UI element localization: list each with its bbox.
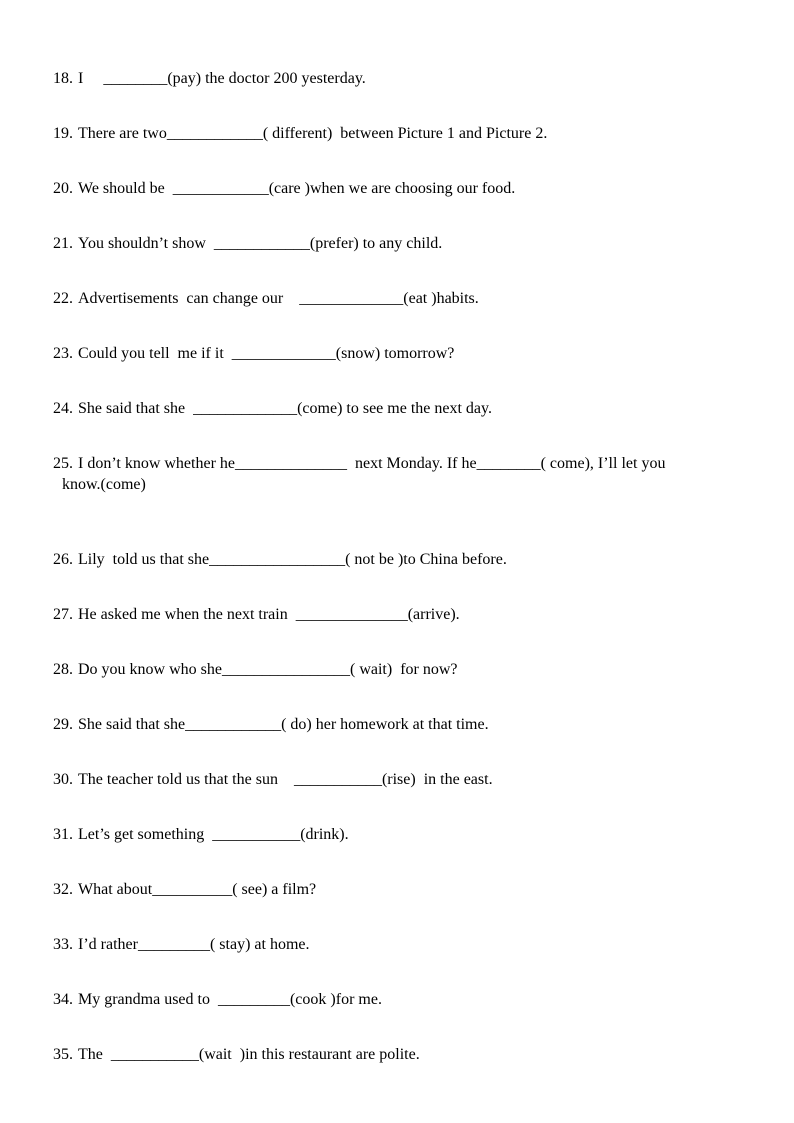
question-text: I don’t know whether he______________ next Monday. If he________( come), I’ll let you (78, 455, 666, 472)
question-number: 28. (53, 661, 73, 678)
question-text: I’d rather_________( stay) at home. (78, 936, 310, 953)
question-22 (37, 269, 759, 329)
question-19 (37, 104, 759, 164)
question-25 (37, 434, 759, 514)
question-text: Lily told us that she_________________( not be )to China before. (78, 551, 507, 568)
question-31 (37, 805, 759, 865)
question-number: 23. (53, 345, 73, 362)
question-text-continued: know.(come) (62, 476, 146, 493)
question-30 (37, 750, 759, 810)
question-20 (37, 159, 759, 219)
question-23 (37, 324, 759, 384)
question-number: 34. (53, 991, 73, 1008)
question-text: My grandma used to _________(cook )for me. (78, 991, 382, 1008)
question-text: The teacher told us that the sun ___________(rise) in the east. (78, 771, 493, 788)
question-24 (37, 379, 759, 439)
question-number: 26. (53, 551, 73, 568)
question-text: There are two____________( different) between Picture 1 and Picture 2. (78, 125, 548, 142)
question-number: 29. (53, 716, 73, 733)
question-number: 31. (53, 826, 73, 843)
question-text: What about__________( see) a film? (78, 881, 317, 898)
question-32 (37, 860, 759, 920)
question-33 (37, 915, 759, 975)
question-number: 21. (53, 235, 73, 252)
question-text: The ___________(wait )in this restaurant are polite. (78, 1046, 420, 1063)
question-number: 33. (53, 936, 73, 953)
question-number: 32. (53, 881, 73, 898)
question-28 (37, 640, 759, 700)
question-number: 25. (53, 455, 73, 472)
question-18 (37, 49, 759, 109)
question-text: Let’s get something ___________(drink). (78, 826, 349, 843)
question-number: 24. (53, 400, 73, 417)
question-number: 35. (53, 1046, 73, 1063)
question-number: 30. (53, 771, 73, 788)
question-number: 20. (53, 180, 73, 197)
question-26 (37, 530, 759, 590)
question-number: 19. (53, 125, 73, 142)
question-number: 22. (53, 290, 73, 307)
question-35 (37, 1025, 759, 1085)
question-number: 27. (53, 606, 73, 623)
question-27 (37, 585, 759, 645)
question-text: You shouldn’t show ____________(prefer) to any child. (78, 235, 443, 252)
question-text: I ________(pay) the doctor 200 yesterday. (78, 70, 366, 87)
question-29 (37, 695, 759, 755)
question-21 (37, 214, 759, 274)
question-text: Do you know who she________________( wait) for now? (78, 661, 458, 678)
question-text: Advertisements can change our _____________(eat )habits. (78, 290, 479, 307)
question-text: She said that she _____________(come) to see me the next day. (78, 400, 492, 417)
question-text: Could you tell me if it _____________(snow) tomorrow? (78, 345, 455, 362)
question-number: 18. (53, 70, 73, 87)
question-text: He asked me when the next train ______________(arrive). (78, 606, 460, 623)
question-text: We should be ____________(care )when we are choosing our food. (78, 180, 516, 197)
question-34 (37, 970, 759, 1030)
question-text: She said that she____________( do) her homework at that time. (78, 716, 489, 733)
